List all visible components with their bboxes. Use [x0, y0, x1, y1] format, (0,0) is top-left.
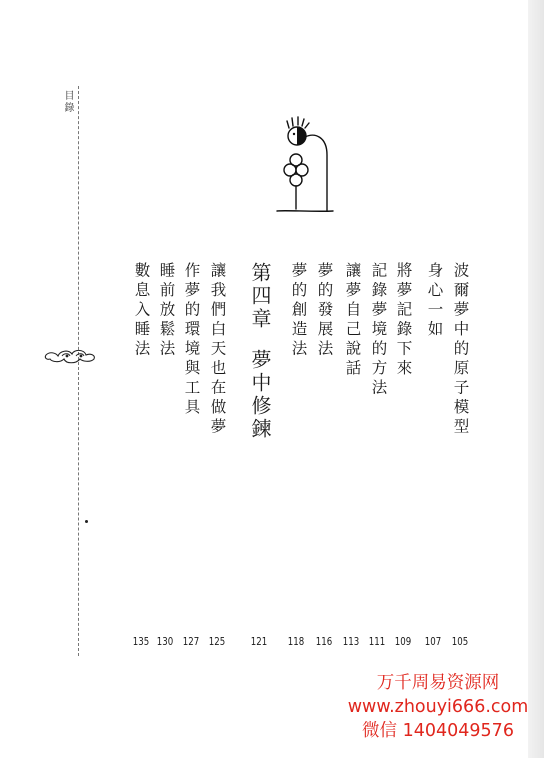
- dream-figure-illustration: [275, 115, 337, 217]
- toc-item-title: 數息入睡法: [132, 262, 151, 360]
- margin-dashed-line: [78, 86, 79, 656]
- toc-page-number: 125: [208, 636, 226, 648]
- toc-item-title: 身心一如: [425, 262, 444, 340]
- toc-item-title: 睡前放鬆法: [157, 262, 176, 360]
- toc-page-number: 118: [287, 636, 305, 648]
- speck-mark: [85, 520, 88, 523]
- chapter-heading: [250, 262, 270, 441]
- toc-page-number: 111: [368, 636, 386, 648]
- watermark-url: www.zhouyi666.com: [347, 697, 529, 717]
- toc-page-number: 116: [315, 636, 333, 648]
- toc-item-title: 讓我們白天也在做夢: [208, 262, 227, 438]
- toc-item-title: 記錄夢境的方法: [369, 262, 388, 399]
- toc-page-number: 113: [342, 636, 360, 648]
- toc-page-number: 121: [250, 636, 268, 648]
- watermark-wechat: 微信 1404049576: [362, 721, 514, 741]
- chapter-title: 夢中修鍊: [248, 349, 272, 441]
- toc-item-title: 波爾夢中的原子模型: [451, 262, 470, 438]
- watermark-site-name: 万千周易资源网: [376, 673, 500, 693]
- toc-page-number: 105: [451, 636, 469, 648]
- toc-page-number: 127: [182, 636, 200, 648]
- page-edge-shadow: [528, 0, 544, 758]
- cloud-ornament-icon: [42, 341, 98, 367]
- toc-item-title: 夢的創造法: [289, 262, 308, 360]
- toc-page-number: 109: [394, 636, 412, 648]
- toc-item-title: 作夢的環境與工具: [182, 262, 201, 418]
- toc-item-title: 將夢記錄下來: [394, 262, 413, 379]
- toc-item-title: 讓夢自己說話: [343, 262, 362, 379]
- toc-page-number: 107: [424, 636, 442, 648]
- chapter-number: 第四章: [248, 262, 272, 331]
- toc-page-number: 135: [132, 636, 150, 648]
- toc-item-title: 夢的發展法: [315, 262, 334, 360]
- toc-page-number: 130: [156, 636, 174, 648]
- watermark: [336, 671, 540, 743]
- toc-header-label: 目錄: [62, 90, 73, 114]
